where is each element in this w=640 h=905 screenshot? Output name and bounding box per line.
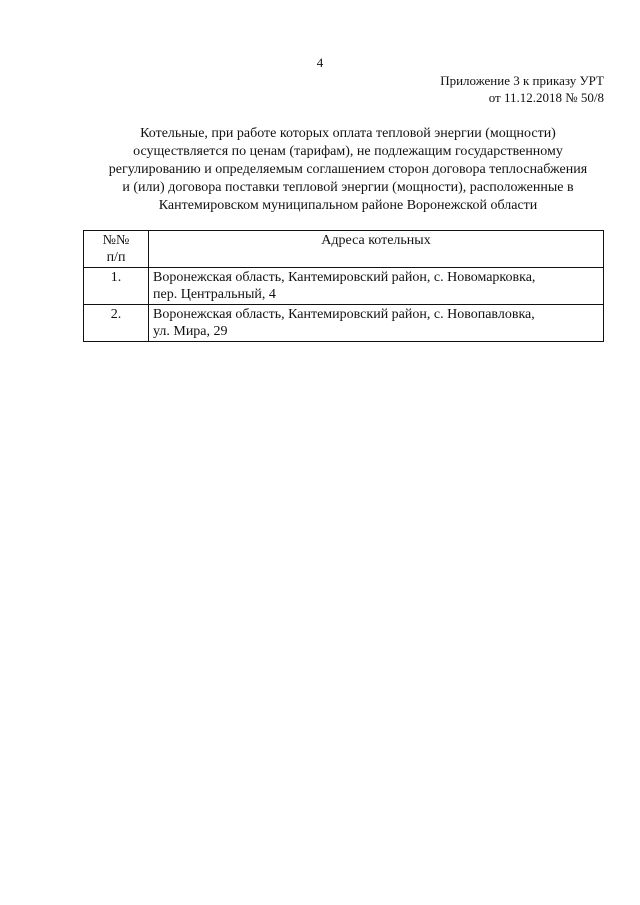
heading-line: регулированию и определяемым соглашением сторон договора теплоснабжения <box>108 162 588 177</box>
heading-line: осуществляется по ценам (тарифам), не подлежащим государственному <box>133 144 563 159</box>
row-address <box>149 305 604 342</box>
row-address <box>149 268 604 305</box>
appendix-line-order: Приложение 3 к приказу УРТ <box>440 73 604 88</box>
header-number-line1: №№ <box>102 233 130 248</box>
row-address-line1: Воронежская область, Кантемировский район, с. Новопавловка, <box>153 307 535 322</box>
row-address-line2: ул. Мира, 29 <box>153 324 228 339</box>
heading-line: Кантемировском муниципальном районе Воронежской области <box>158 198 538 213</box>
appendix-reference <box>440 72 604 106</box>
row-number: 1. <box>84 268 149 305</box>
page-number: 4 <box>316 55 324 70</box>
table-row <box>84 305 604 342</box>
header-number <box>84 231 149 268</box>
row-address-line2: пер. Центральный, 4 <box>153 287 276 302</box>
document-heading <box>60 125 636 215</box>
heading-line: Котельные, при работе которых оплата тепловой энергии (мощности) <box>140 126 556 141</box>
appendix-line-date: от 11.12.2018 № 50/8 <box>488 90 604 105</box>
table-row <box>84 268 604 305</box>
table-header-row <box>84 231 604 268</box>
row-address-line1: Воронежская область, Кантемировский район, с. Новомарковка, <box>153 270 536 285</box>
boiler-address-table <box>83 230 604 342</box>
heading-line: и (или) договора поставки тепловой энергии (мощности), расположенные в <box>122 180 574 195</box>
row-number: 2. <box>84 305 149 342</box>
header-number-line2: п/п <box>106 250 126 265</box>
header-address: Адреса котельных <box>149 231 604 268</box>
